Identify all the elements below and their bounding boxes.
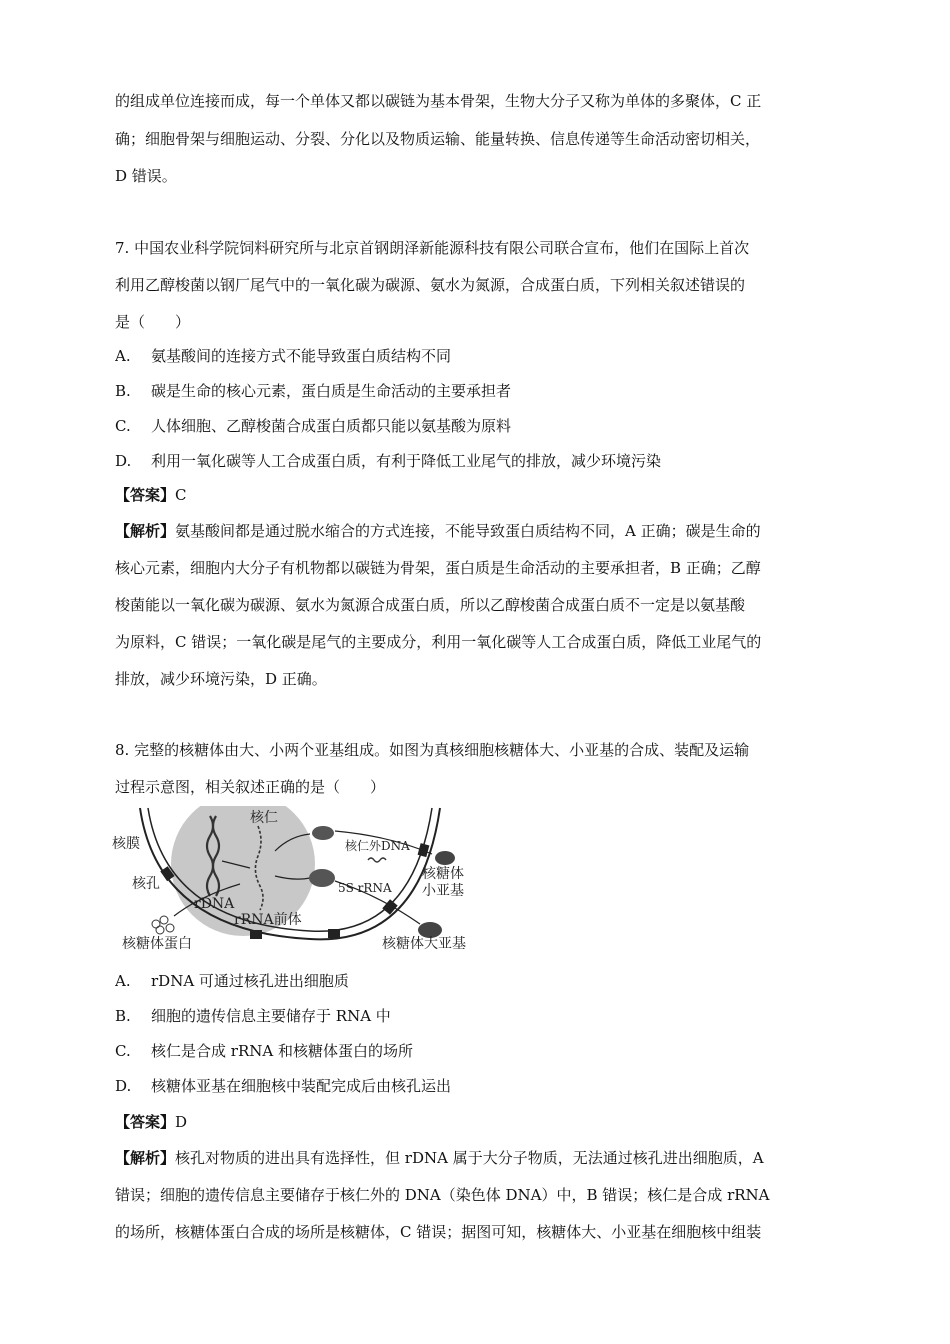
ribosomal-protein-3	[156, 926, 164, 934]
ribosome-assembly-diagram	[110, 806, 480, 958]
q8-option-a	[115, 971, 840, 991]
q8-answer-value: D	[175, 1113, 188, 1131]
q8-option-c	[115, 1041, 840, 1061]
q8-answer	[115, 1112, 840, 1132]
q8-analysis-label: 【解析】	[115, 1149, 176, 1167]
ribosomal-protein-2	[160, 916, 168, 924]
label-small-subunit-line-1: 核糖体	[422, 866, 464, 882]
intro-line-1: 的组成单位连接而成，每一个单体又都以碳链为基本骨架，生物大分子又称为单体的多聚体，C 正	[115, 92, 762, 110]
label-nuclear-pore: 核孔	[132, 876, 160, 892]
q7-option-d-letter: D.	[115, 452, 132, 470]
q7-analysis-line-3: 梭菌能以一氧化碳为碳源、氨水为氮源合成蛋白质，所以乙醇梭菌合成蛋白质不一定是以氨基酸	[115, 596, 746, 614]
q7-option-c-letter: C.	[115, 417, 131, 435]
q7-option-b	[115, 381, 840, 401]
q7-option-b-letter: B.	[115, 382, 131, 400]
q7-option-a-text: 氨基酸间的连接方式不能导致蛋白质结构不同	[151, 347, 452, 365]
q8-option-b	[115, 1006, 840, 1026]
label-5s-rrna: 5S rRNA	[338, 881, 392, 895]
label-nuclear-membrane: 核膜	[112, 836, 140, 852]
diagram-svg	[110, 806, 480, 958]
q7-stem-line-2: 利用乙醇梭菌以钢厂尾气中的一氧化碳为碳源、氨水为氮源，合成蛋白质，下列相关叙述错误的	[115, 276, 746, 294]
q7-analysis-line-5: 排放，减少环境污染，D 正确。	[115, 670, 327, 688]
q8-analysis-text-1: 核孔对物质的进出具有选择性，但 rDNA 属于大分子物质，无法通过核孔进出细胞质，A	[175, 1149, 764, 1167]
q7-option-c-text: 人体细胞、乙醇梭菌合成蛋白质都只能以氨基酸为原料	[151, 417, 512, 435]
ribosomal-protein-1	[152, 920, 160, 928]
q7-analysis-line-4: 为原料，C 错误；一氧化碳是尾气的主要成分，利用一氧化碳等人工合成蛋白质，降低工业尾气的	[115, 633, 762, 651]
ribosomal-protein-4	[166, 924, 174, 932]
q8-option-d	[115, 1076, 840, 1096]
q8-option-a-letter: A.	[115, 972, 131, 990]
extra-nucleolar-dna	[368, 858, 386, 862]
intro-line-3: D 错误。	[115, 167, 177, 185]
q8-option-b-text: 细胞的遗传信息主要储存于 RNA 中	[151, 1007, 391, 1025]
q8-analysis-line-1	[115, 1148, 840, 1168]
label-small-subunit-line-2: 小亚基	[422, 883, 464, 899]
q7-analysis-line-2: 核心元素，细胞内大分子有机物都以碳链为骨架，蛋白质是生命活动的主要承担者，B 正确；乙醇	[115, 559, 761, 577]
q7-option-c	[115, 416, 840, 436]
label-large-subunit: 核糖体大亚基	[382, 936, 466, 952]
label-nucleolus: 核仁	[250, 810, 278, 826]
q7-analysis-label: 【解析】	[115, 522, 176, 540]
q7-option-b-text: 碳是生命的核心元素，蛋白质是生命活动的主要承担者	[151, 382, 512, 400]
q7-answer-value: C	[175, 486, 187, 504]
intro-line-2: 确；细胞骨架与细胞运动、分裂、分化以及物质运输、能量转换、信息传递等生命活动密切相关，	[115, 130, 761, 148]
q7-stem-line-1: 7. 中国农业科学院饲料研究所与北京首钢朗泽新能源科技有限公司联合宣布，他们在国际上首次	[115, 239, 750, 257]
label-extra-nucleolar-dna: 核仁外DNA	[345, 839, 410, 853]
label-rdna: rDNA	[194, 896, 235, 912]
q8-option-a-text: rDNA 可通过核孔进出细胞质	[151, 972, 349, 990]
nuclear-pore-2	[250, 930, 262, 939]
small-subunit-cytoplasm	[435, 851, 455, 865]
q8-option-d-text: 核糖体亚基在细胞核中装配完成后由核孔运出	[151, 1077, 452, 1095]
small-subunit-nucleus	[312, 826, 334, 840]
q7-option-d	[115, 451, 840, 471]
large-subunit-nucleus	[309, 869, 335, 887]
label-ribosomal-protein: 核糖体蛋白	[122, 936, 192, 952]
q8-stem-line-1: 8. 完整的核糖体由大、小两个亚基组成。如图为真核细胞核糖体大、小亚基的合成、装配及运输	[115, 741, 750, 759]
q8-analysis-line-3: 的场所，核糖体蛋白合成的场所是核糖体，C 错误；据图可知，核糖体大、小亚基在细胞核中组装	[115, 1223, 762, 1241]
q7-answer	[115, 485, 840, 505]
q8-option-b-letter: B.	[115, 1007, 131, 1025]
q8-option-c-text: 核仁是合成 rRNA 和核糖体蛋白的场所	[151, 1042, 413, 1060]
q7-option-a	[115, 346, 840, 366]
label-rrna-precursor: rRNA前体	[234, 912, 302, 928]
q7-analysis-line-1	[115, 521, 840, 541]
q7-stem-line-3: 是（ ）	[115, 313, 191, 331]
q8-analysis-line-2: 错误；细胞的遗传信息主要储存于核仁外的 DNA（染色体 DNA）中，B 错误；核仁是合成 rRNA	[115, 1186, 770, 1204]
q7-option-a-letter: A.	[115, 347, 131, 365]
q8-stem-line-2: 过程示意图，相关叙述正确的是（ ）	[115, 778, 386, 796]
q7-option-d-text: 利用一氧化碳等人工合成蛋白质，有利于降低工业尾气的排放，减少环境污染	[151, 452, 662, 470]
q8-option-c-letter: C.	[115, 1042, 131, 1060]
nuclear-pore-3	[328, 929, 340, 938]
q7-analysis-text-1: 氨基酸间都是通过脱水缩合的方式连接，不能导致蛋白质结构不同，A 正确；碳是生命的	[175, 522, 761, 540]
q7-answer-label: 【答案】	[115, 486, 176, 504]
q8-option-d-letter: D.	[115, 1077, 132, 1095]
q8-answer-label: 【答案】	[115, 1113, 176, 1131]
